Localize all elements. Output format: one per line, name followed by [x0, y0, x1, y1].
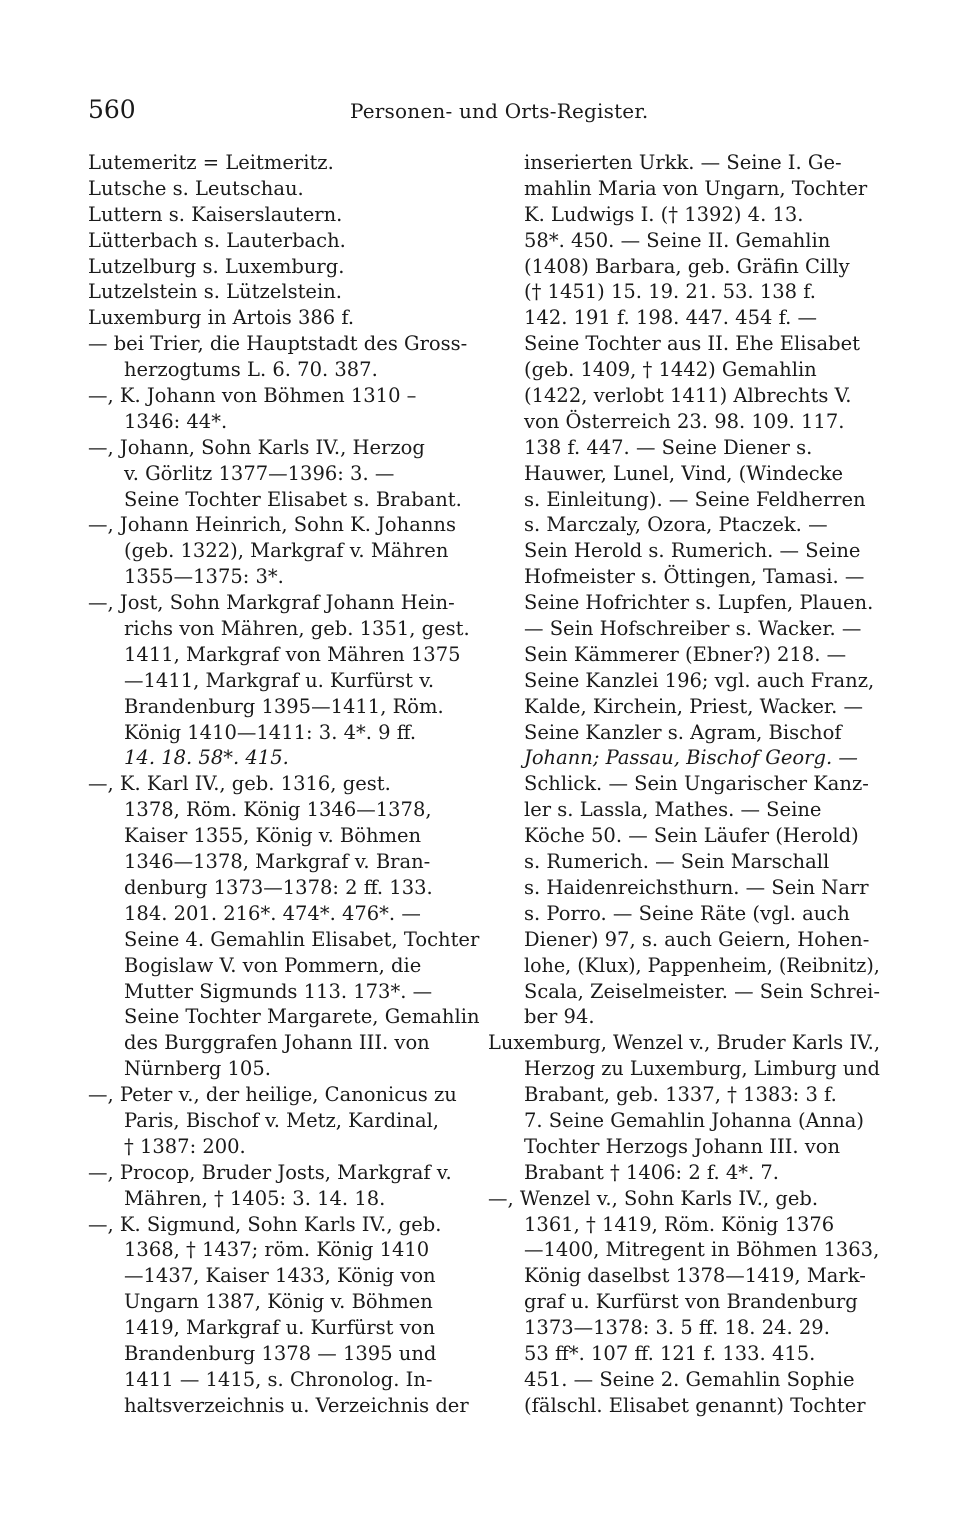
index-line: Lütterbach s. Lauterbach.	[88, 228, 346, 252]
index-line: —1437, Kaiser 1433, König von	[124, 1264, 436, 1288]
index-line: —, Jost, Sohn Markgraf Johann Hein-	[88, 591, 455, 615]
index-line: Seine 4. Gemahlin Elisabet, Tochter	[124, 927, 480, 951]
index-line: Herzog zu Luxemburg, Limburg und	[524, 1057, 880, 1081]
index-line: inserierten Urkk. — Seine I. Ge-	[524, 151, 842, 174]
index-line: 138 f. 447. — Seine Diener s.	[524, 435, 813, 459]
index-line: Kaiser 1355, König v. Böhmen	[124, 824, 422, 848]
index-line: Lutzelstein s. Lützelstein.	[88, 280, 342, 304]
index-line: Seine Kanzler s. Agram, Bischof	[524, 720, 842, 744]
index-line: 53 ff*. 107 ff. 121 f. 133. 415.	[524, 1341, 816, 1365]
index-line: Luttern s. Kaiserslautern.	[88, 202, 343, 226]
index-line: † 1387: 200.	[124, 1134, 246, 1158]
index-line: 1346—1378, Markgraf v. Bran-	[124, 850, 431, 874]
index-line: s. Porro. — Seine Räte (vgl. auch	[524, 901, 850, 925]
index-line: 1355—1375: 3*.	[124, 565, 284, 589]
index-line: Brabant, geb. 1337, † 1383: 3 f.	[524, 1083, 837, 1107]
index-line: Nürnberg 105.	[124, 1057, 271, 1081]
index-line: Mähren, † 1405: 3. 14. 18.	[124, 1186, 386, 1210]
index-line: —, Johann, Sohn Karls IV., Herzog	[88, 435, 425, 459]
index-line: 1368, † 1437; röm. König 1410	[124, 1238, 430, 1262]
index-line: K. Ludwigs I. († 1392) 4. 13.	[524, 202, 804, 226]
page-number: 560	[88, 95, 136, 124]
index-line: s. Haidenreichsthurn. — Sein Narr	[524, 875, 869, 899]
index-line: (1408) Barbara, geb. Gräfin Cilly	[524, 254, 850, 278]
index-line: —, K. Karl IV., geb. 1316, gest.	[88, 772, 391, 796]
index-line: (fälschl. Elisabet genannt) Tochter	[524, 1393, 866, 1417]
index-line: — Sein Hofschreiber s. Wacker. —	[524, 617, 862, 641]
index-line: — bei Trier, die Hauptstadt des Gross-	[88, 332, 468, 356]
index-line: Seine Kanzlei 196; vgl. auch Franz,	[524, 668, 875, 692]
index-line: von Österreich 23. 98. 109. 117.	[524, 409, 845, 433]
index-line: 14. 18. 58*. 415.	[124, 746, 289, 770]
index-line: 142. 191 f. 198. 447. 454 f. —	[524, 306, 818, 330]
index-line: s. Rumerich. — Sein Marschall	[524, 850, 830, 874]
index-line: —1400, Mitregent in Böhmen 1363,	[524, 1238, 880, 1262]
index-line: Tochter Herzogs Johann III. von	[524, 1134, 841, 1158]
index-line: 7. Seine Gemahlin Johanna (Anna)	[524, 1108, 864, 1132]
index-line: Paris, Bischof v. Metz, Kardinal,	[124, 1108, 440, 1132]
index-line: Seine Tochter aus II. Ehe Elisabet	[524, 332, 860, 356]
index-line: Bogislaw V. von Pommern, die	[124, 953, 422, 977]
index-line: Seine Tochter Elisabet s. Brabant.	[124, 487, 462, 511]
index-line: —, K. Johann von Böhmen 1310 –	[88, 384, 417, 408]
index-line: Ungarn 1387, König v. Böhmen	[124, 1290, 433, 1314]
index-line: 1361, † 1419, Röm. König 1376	[524, 1212, 835, 1236]
index-line: v. Görlitz 1377—1396: 3. —	[124, 461, 395, 485]
index-line: des Burggrafen Johann III. von	[124, 1031, 430, 1055]
index-line: Brandenburg 1378 — 1395 und	[124, 1341, 437, 1365]
index-line: denburg 1373—1378: 2 ff. 133.	[124, 875, 433, 899]
index-line: Sein Kämmerer (Ebner?) 218. —	[524, 642, 847, 666]
index-line: mahlin Maria von Ungarn, Tochter	[524, 176, 868, 200]
index-line: Luxemburg in Artois 386 f.	[88, 306, 355, 330]
index-line: Diener) 97, s. auch Geiern, Hohen-	[524, 927, 870, 951]
index-line: ber 94.	[524, 1005, 595, 1029]
index-line: Seine Hofrichter s. Lupfen, Plauen.	[524, 591, 874, 615]
index-line: ler s. Lassla, Mathes. — Seine	[524, 798, 822, 822]
index-line: Sein Herold s. Rumerich. — Seine	[524, 539, 861, 563]
index-line: König 1410—1411: 3. 4*. 9 ff.	[124, 720, 417, 744]
index-line: König daselbst 1378—1419, Mark-	[524, 1264, 866, 1288]
index-line: —, K. Sigmund, Sohn Karls IV., geb.	[88, 1212, 442, 1236]
index-line: haltsverzeichnis u. Verzeichnis der	[124, 1393, 469, 1417]
index-line: —, Johann Heinrich, Sohn K. Johanns	[88, 513, 456, 537]
index-line: 1419, Markgraf u. Kurfürst von	[124, 1316, 436, 1340]
index-line: Mutter Sigmunds 113. 173*. —	[124, 979, 433, 1003]
index-line: Brandenburg 1395—1411, Röm.	[124, 694, 444, 718]
index-line: (1422, verlobt 1411) Albrechts V.	[524, 384, 852, 408]
index-line: 184. 201. 216*. 474*. 476*. —	[124, 901, 421, 925]
index-line: 451. — Seine 2. Gemahlin Sophie	[524, 1367, 855, 1391]
index-line: Seine Tochter Margarete, Gemahlin	[124, 1005, 480, 1029]
index-line: Lutsche s. Leutschau.	[88, 176, 304, 200]
index-line: Schlick. — Sein Ungarischer Kanz-	[524, 772, 869, 796]
index-line: († 1451) 15. 19. 21. 53. 138 f.	[524, 280, 816, 304]
index-line: Johann; Passau, Bischof Georg. —	[524, 746, 858, 770]
index-line: richs von Mähren, geb. 1351, gest.	[124, 617, 470, 641]
index-column-right	[488, 150, 880, 1419]
index-line: Hofmeister s. Öttingen, Tamasi. —	[524, 565, 865, 589]
index-line: lohe, (Klux), Pappenheim, (Reibnitz),	[524, 953, 880, 977]
index-line: s. Marczaly, Ozora, Ptaczek. —	[524, 513, 828, 537]
index-line: (geb. 1322), Markgraf v. Mähren	[124, 539, 449, 563]
index-line: 1378, Röm. König 1346—1378,	[124, 798, 432, 822]
index-line: graf u. Kurfürst von Brandenburg	[524, 1290, 858, 1314]
index-line: Köche 50. — Sein Läufer (Herold)	[524, 824, 859, 848]
page-header	[88, 95, 878, 127]
index-line: Kalde, Kirchein, Priest, Wacker. —	[524, 694, 863, 718]
index-line: 1411, Markgraf von Mähren 1375	[124, 642, 461, 666]
index-line: Brabant † 1406: 2 f. 4*. 7.	[524, 1160, 780, 1184]
index-line: 58*. 450. — Seine II. Gemahlin	[524, 228, 831, 252]
index-line: Scala, Zeiselmeister. — Sein Schrei-	[524, 979, 880, 1003]
index-line: 1346: 44*.	[124, 409, 228, 433]
index-line: —1411, Markgraf u. Kurfürst v.	[124, 668, 435, 692]
index-line: 1373—1378: 3. 5 ff. 18. 24. 29.	[524, 1316, 830, 1340]
index-line: Luxemburg, Wenzel v., Bruder Karls IV.,	[488, 1031, 881, 1055]
index-line: herzogtums L. 6. 70. 387.	[124, 358, 378, 382]
index-column-left	[88, 150, 483, 1419]
index-line: —, Procop, Bruder Josts, Markgraf v.	[88, 1160, 452, 1184]
index-line: 1411 — 1415, s. Chronolog. In-	[124, 1367, 433, 1391]
index-line: Lutemeritz = Leitmeritz.	[88, 151, 334, 174]
index-line: s. Einleitung). — Seine Feldherren	[524, 487, 866, 511]
index-line: Hauwer, Lunel, Vind, (Windecke	[524, 461, 844, 485]
index-line: —, Peter v., der heilige, Canonicus zu	[88, 1083, 457, 1107]
running-title: Personen- und Orts-Register.	[350, 99, 649, 123]
index-line: —, Wenzel v., Sohn Karls IV., geb.	[488, 1186, 819, 1210]
index-line: Lutzelburg s. Luxemburg.	[88, 254, 345, 278]
index-line: (geb. 1409, † 1442) Gemahlin	[524, 358, 817, 382]
